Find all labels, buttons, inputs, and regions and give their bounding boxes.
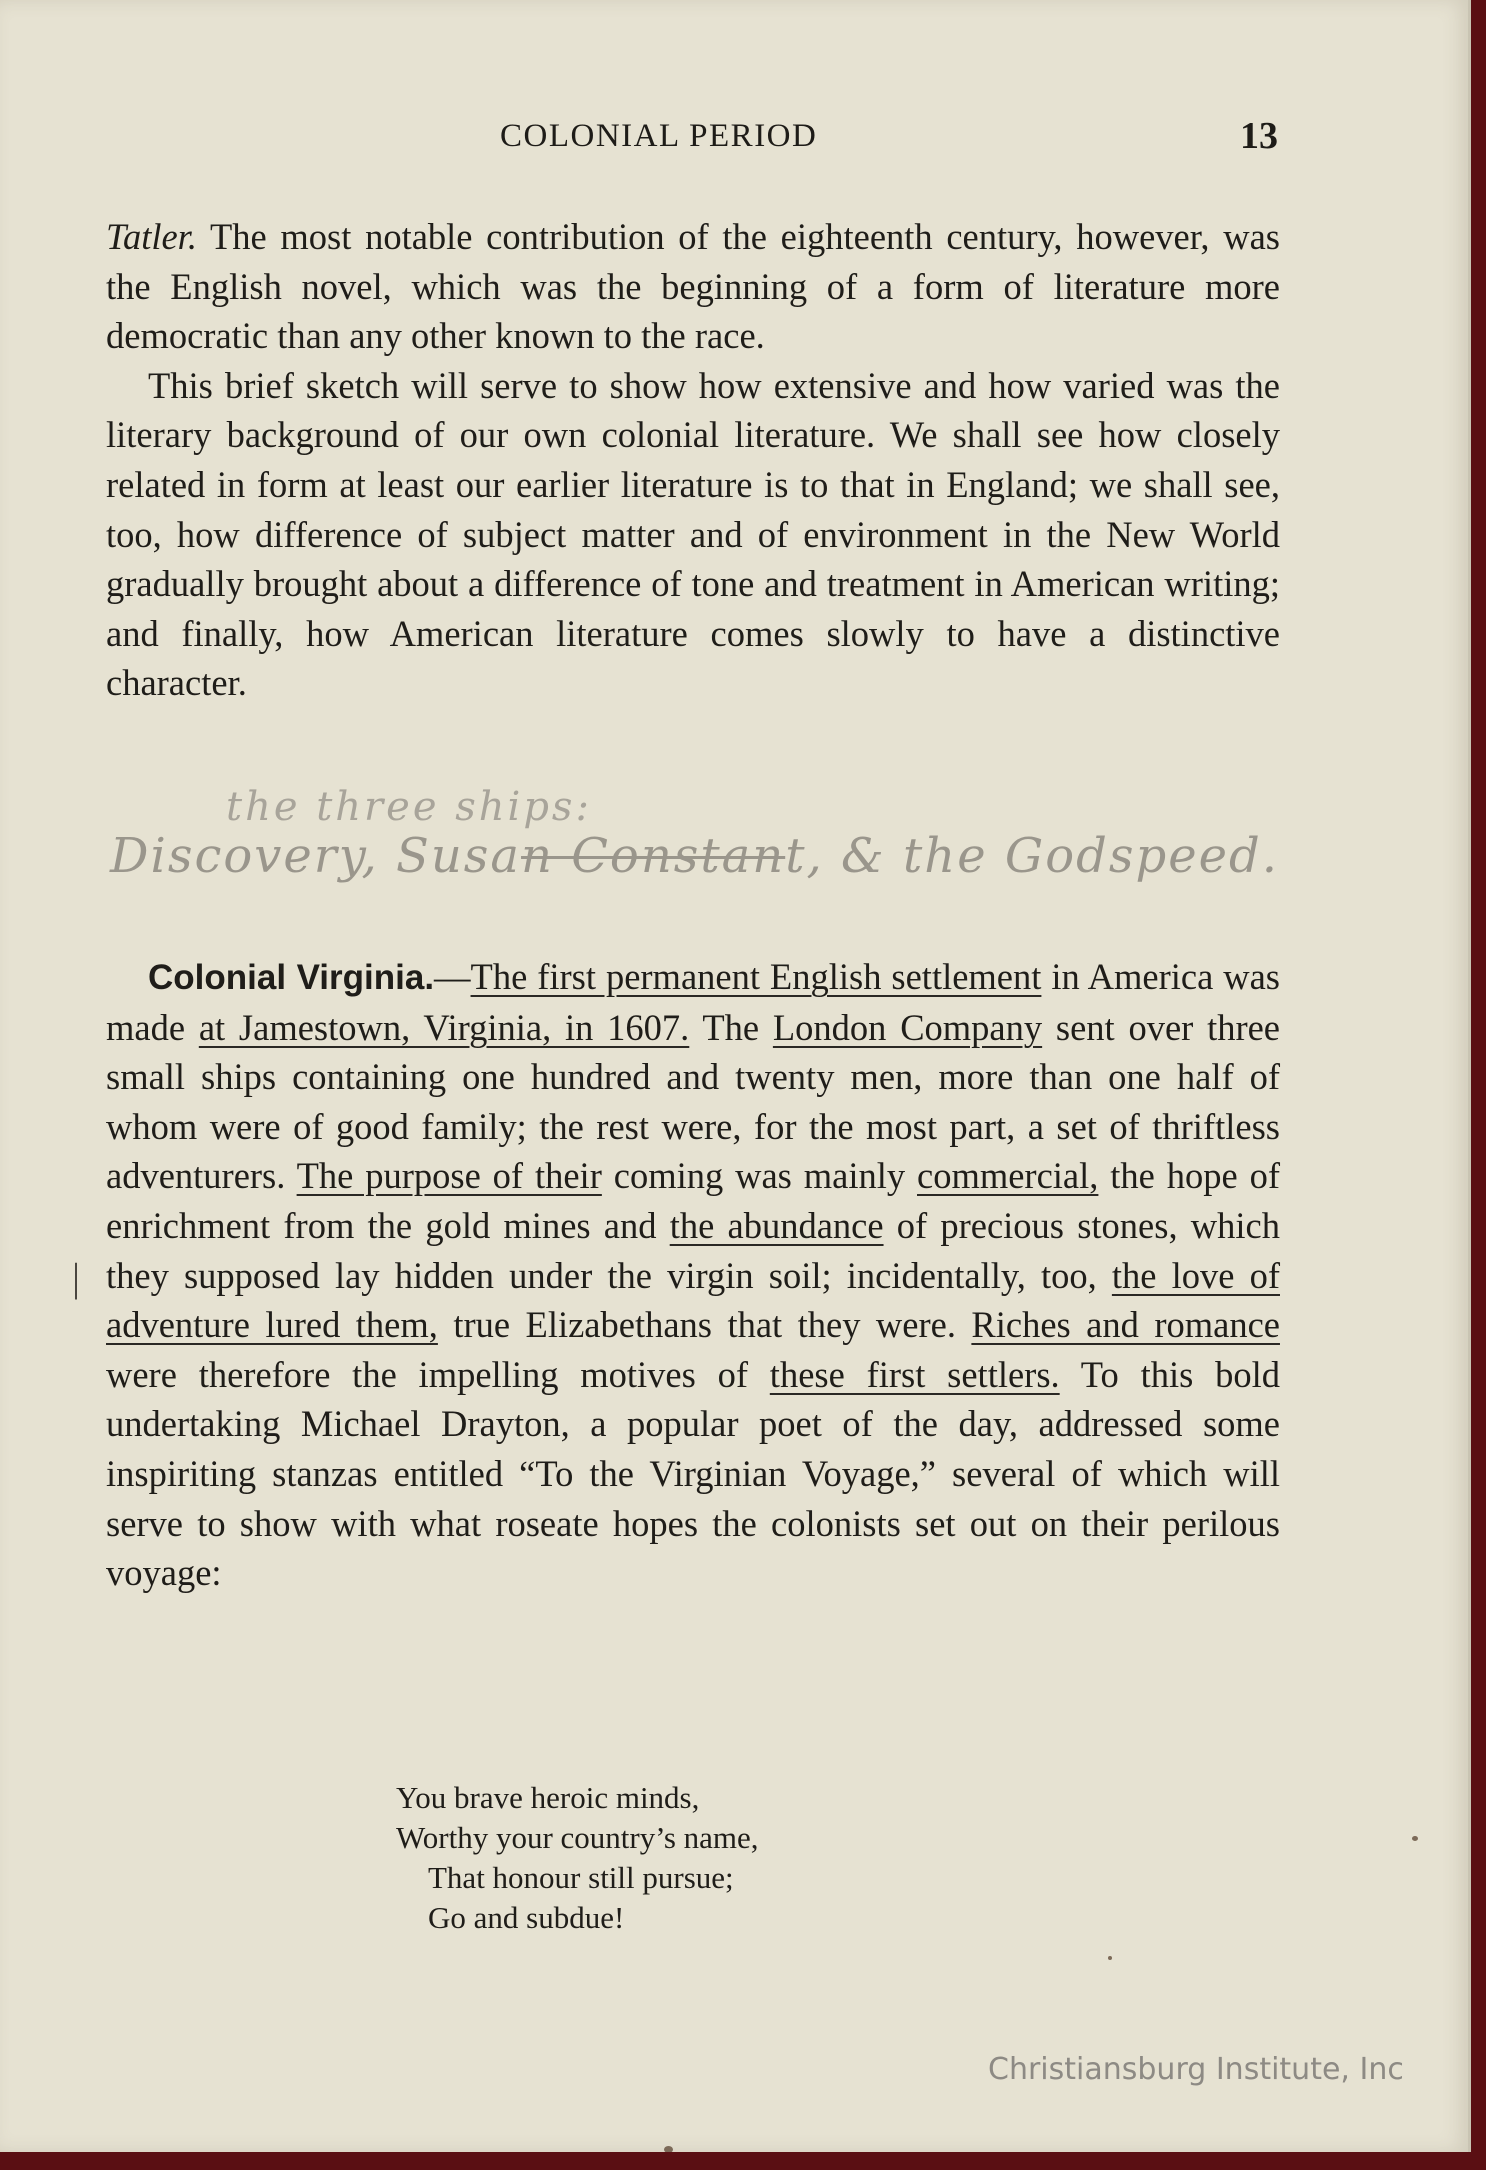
handwritten-annotation bbox=[110, 828, 1279, 884]
underlined-text: Riches and romance bbox=[971, 1304, 1280, 1346]
margin-mark: | bbox=[72, 1255, 81, 1300]
verse-block bbox=[396, 1778, 759, 1938]
annotation-part1: Discovery, Susa bbox=[110, 828, 522, 884]
text-run: The bbox=[689, 1006, 773, 1048]
underlined-text: The purpose of their bbox=[296, 1155, 602, 1197]
verse-line: That honour still pursue; bbox=[428, 1860, 734, 1895]
section-heading: Colonial Virginia. bbox=[148, 958, 435, 997]
annotation-struck: n Constan bbox=[521, 828, 786, 884]
paragraph-sketch: This brief sketch will serve to show how extensive and how varied was the literary background of our own colonial literature. We shall see how closely related in form at least our earlier literature is to that in England; we shall see, too, how difference of subject matter and of environment in the New World gradually brought about a difference of tone and treatment in American writing; and finally, how American literature comes slowly to have a distinctive character. bbox=[106, 364, 1280, 704]
handwritten-annotation-above: the three ships: bbox=[226, 784, 592, 830]
paragraph-text: The most notable contribution of the eighteenth century, however, was the English novel, which was the beginning of a form of literature more democratic than any other known to the race. bbox=[106, 216, 1280, 357]
paragraph-virginia bbox=[106, 952, 1280, 1598]
underlined-text: these first settlers. bbox=[769, 1353, 1060, 1395]
verse-line: Go and subdue! bbox=[428, 1900, 625, 1935]
underlined-text: at Jamestown, Virginia, in 1607. bbox=[198, 1006, 690, 1048]
text-run: true Elizabethans that they were. bbox=[437, 1304, 972, 1346]
italic-lead: Tatler. bbox=[106, 216, 197, 257]
verse-line: Worthy your country’s name, bbox=[396, 1820, 759, 1855]
verse-line: You brave heroic minds, bbox=[396, 1780, 700, 1815]
running-head: COLONIAL PERIOD bbox=[500, 118, 818, 154]
underlined-text: the abundance bbox=[669, 1204, 884, 1246]
underlined-text: commercial, bbox=[917, 1155, 1099, 1197]
text-run: were therefore the impelling motives of bbox=[106, 1353, 770, 1395]
watermark-text: Christiansburg Institute, Inc bbox=[988, 2052, 1404, 2087]
colonial-virginia-section bbox=[106, 952, 1280, 1598]
underlined-text: The first permanent English settlement bbox=[470, 956, 1042, 997]
text-run: To this bold undertaking Michael Drayton, a popular poet of the day, addressed some inspiriting stanzas entitled “To the Virginian Voyage,” several of which will serve to show with what roseate hopes the colonists set out on their perilous voyage: bbox=[106, 1353, 1280, 1594]
paper-speck bbox=[1412, 1836, 1418, 1841]
text-run: sent over three small ships containing one hundred and twenty men, more than one half of whom were of good family; the rest were, for the most part, a set of thriftless adventurers. bbox=[106, 1006, 1281, 1197]
text-run: of precious stones, which they supposed lay hidden under the virgin soil; incidentally, too, bbox=[106, 1204, 1280, 1296]
intro-section bbox=[106, 212, 1280, 708]
underlined-text: the love of adventure lured them, bbox=[106, 1254, 1280, 1346]
underlined-text: London Company bbox=[772, 1006, 1043, 1048]
text-run: in America was made bbox=[106, 956, 1280, 1048]
paragraph-tatler bbox=[106, 212, 1280, 361]
paper-speck bbox=[664, 2146, 673, 2152]
text-run: the hope of enrichment from the gold mines and bbox=[106, 1155, 1280, 1246]
text-run: coming was mainly bbox=[601, 1155, 917, 1197]
page-number: 13 bbox=[1240, 115, 1278, 157]
em-dash: — bbox=[434, 956, 471, 997]
paper-speck bbox=[1108, 1956, 1112, 1960]
annotation-part2: t, & the Godspeed. bbox=[785, 828, 1279, 884]
